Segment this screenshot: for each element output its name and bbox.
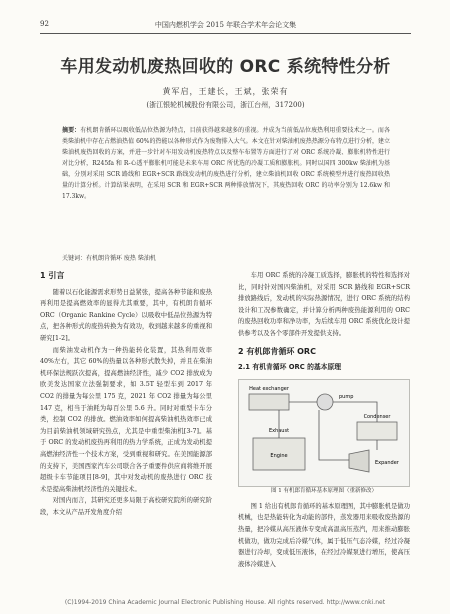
exhaust-label: Exhaust — [268, 427, 290, 434]
heat-exchanger-box — [249, 394, 289, 410]
page-number: 92 — [40, 20, 49, 28]
paper-title: 车用发动机废热回收的 ORC 系统特性分析 — [60, 57, 391, 77]
abstract-text: 有机朗肯循环以吸收低品位热源为特点，目前获得越来越多的重视。并成为当前低品位废热利用重要技术之一。而各类柴油机中存在占燃油热值 60%的热能以各种形式作为废物排入大气。本文在针对柴油机废热热源分布特点进行分析，建立柴油机废热回收的方案，并进一步针对车用发动机废热特点以及整车布置等方面进行了对 ORC 系统冷凝、膨胀机特性进行对比分析，R245fa 和 R-心透平膨胀机可能是未来车用 ORC 所优选的冷凝工质和膨胀机。同时以国四 300kw 柴油机为基础，分别对采用 SCR 路线和 EGR+SCR 路线发动机的废热进行分析，建立柴油机回收 ORC 系统模型并进行废热回收热量的计算分析。计算结果表明，在采用 SCR 和 EGR+SCR 两种排放情况下，其废热回收 ORC 的功率分别为 12.6kw 和 17.3kw。 — [62, 127, 390, 200]
expander-label: Expander — [375, 459, 399, 466]
abstract — [62, 125, 390, 202]
orc-schematic-diagram — [239, 380, 409, 486]
paragraph: 对国内而言，其研究还更多局限于高校研究院所的研究阶段，本文从产品开发角度介绍 — [40, 497, 212, 516]
authors: 黄军启，王建长，王斌，张荣有 — [162, 87, 289, 96]
keywords-label: 关键词： — [62, 255, 87, 262]
abstract-label: 摘要： — [62, 127, 81, 134]
keywords — [62, 253, 390, 262]
page-footer: (C)1994-2019 China Academic Journal Electronic Publishing House. All rights reserved. http://www.cnki.net — [64, 599, 386, 606]
paragraph: 图 1 给出有机郎肯循环的基本原理图，其中膨胀机是做功机械，也是热能转化为动能的部件，蒸发器用来吸收废热源的热量，把冷媒从高压液体专变成高温高压蒸汽，用来推动膨胀机做功，做功完成后冷媒气体，属于低压气态冷媒，经过冷凝器进行冷却，变成低压液体，在经过冷媒泵进行增压，使高压液体冷媒进入 — [238, 502, 410, 568]
engine-label: Engine — [270, 452, 288, 459]
condenser-box — [357, 422, 397, 440]
pump-label: pump — [339, 393, 354, 400]
paragraph: 而柴油发动机作为一种热能转化装置，其热利用效率 40%左右，其它 60%的热量以各种形式散失掉，并且在柴油机环保法规跃次提高，提高燃油经济性，减少 CO2 排放成为欧美发达国家立法强制要求，如 3.5T 轻型车到 2017 年 CO2 的排量为每公里 175 克，2021 年 CO2 排量为每公里 147 克，相当于油耗为每百公里 5.6 升。同时对重型卡车分类，控制 CO2 的排放。燃油效率如何提高柴油机热效率已成为目前柴油机领域研究热点，尤其是中重型柴油机[3-7]。基于 ORC 的发动机废热再利用的热力学系统，正成为发动机提高燃油经济性一个技术方案，受到重视和研究。在美国能源部的支持下，美国西家汽车公司联合各子重要件供应商将维开展超级卡车节能项目[8-9]，其中对发动机的废热进行 ORC 技术是提高柴油机经济性的关键技术。 — [40, 346, 212, 493]
left-column — [40, 270, 212, 518]
running-header — [40, 20, 411, 32]
figure-orc-schematic — [238, 379, 410, 495]
header-rule — [40, 33, 411, 34]
section-heading-orc: 2 有机郎肯循环 ORC — [238, 346, 316, 356]
pump-symbol — [317, 394, 333, 410]
figure-caption: 图 1 有机郎肯循环基本原理图（重新修改） — [271, 488, 377, 495]
expander-symbol — [349, 450, 369, 472]
subsection-heading-principle: 2.1 有机肯循环 ORC 的基本原理 — [238, 363, 342, 372]
paragraph: 车用 ORC 系统的冷凝工质选择，膨胀机的特性和选择对比，同时针对国四柴油机，对采用 SCR 路线和 EGR+SCR 排放路线后，发动机的实际热源情况，进行 ORC 系统的结构设计和工况参数确定，并计算分析两种废热能源利用的 ORC 的废热回收功率和净功率，为后续车用 ORC 系统优化设计提供参考以及各个零部件开发提供支持。 — [238, 272, 410, 337]
right-column — [238, 270, 410, 570]
journal-name: 中国内燃机学会 2015 年联合学术年会论文集 — [154, 21, 297, 29]
keywords-text: 有机朗肯循环 废热 柴油机 — [86, 255, 156, 262]
affiliation: (浙江银轮机械股份有限公司，浙江台州，317200) — [146, 101, 305, 109]
condenser-label: Condenser — [363, 413, 391, 420]
section-heading-intro: 1 引言 — [40, 271, 65, 280]
paragraph: 随着以石化能源需求形势日益紧张，提高各种节能和废热再利用是提高燃效率的显得尤其重要，其中，有机朗肯循环 ORC（Organic Rankine Cycle）以吸收中低品位热源为特点，把各种形式的废热转换为有效功，收到越来越多的重视和研究[1-2]。 — [40, 288, 212, 342]
heat-exchanger-label: Heat exchanger — [249, 385, 289, 392]
